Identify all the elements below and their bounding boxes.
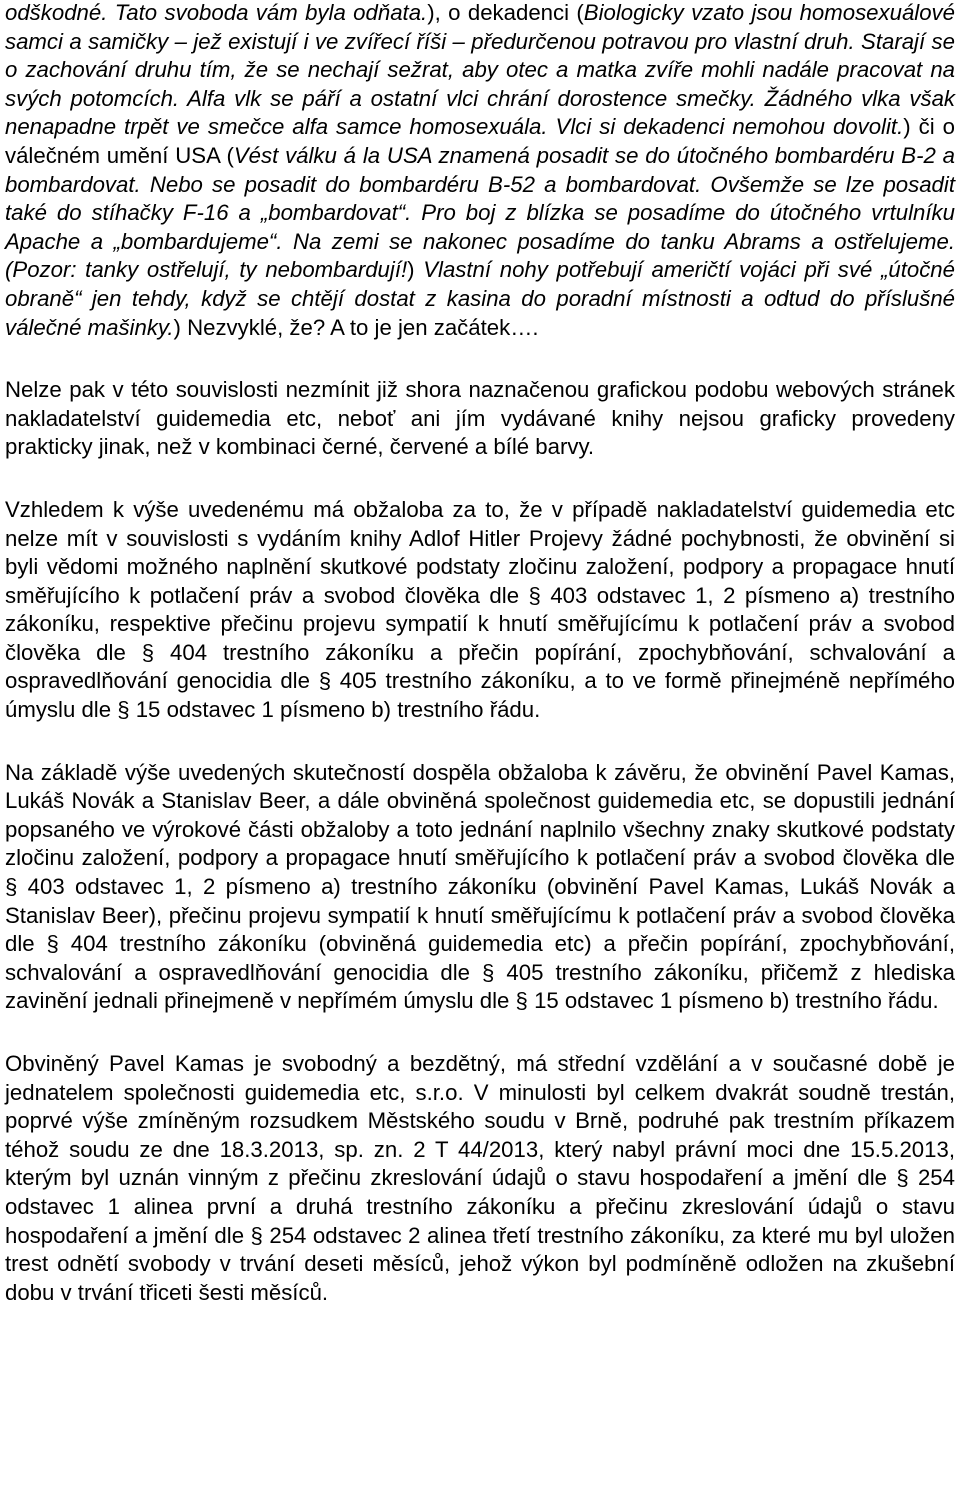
paragraph-dekadence (5, 0, 955, 342)
paragraph-zaver (5, 759, 955, 1016)
paragraph-text: Obviněný Pavel Kamas je svobodný a bezdětný, má střední vzdělání a v současné době je jednatelem společnosti guidemedia etc, s.r.o. V minulosti byl celkem dvakrát soudně trestán, poprvé výše zmíněným rozsudkem Městského soudu v Brně, podruhé pak trestním příkazem téhož soudu ze dne 18.3.2013, sp. zn. 2 T 44/2013, který nabyl právní moci dne 15.5.2013, kterým byl uznán vinným z přečinu zkreslování údajů o stavu hospodaření a jmění dle § 254 odstavec 1 alinea první a druhá trestního zákoníku a přečinu zkreslování údajů o stavu hospodaření a jmění dle § 254 odstavec 2 alinea třetí trestního zákoníku, za které mu byl uložen trest odnětí svobody v trvání deseti měsíců, jehož výkon byl podmíněně odložen na zkušební dobu v trvání třiceti šesti měsíců. (5, 1051, 955, 1305)
paragraph-text: Vzhledem k výše uvedenému má obžaloba za to, že v případě nakladatelství guidemedia etc nelze mít v souvislosti s vydáním knihy Adlof Hitler Projevy žádné pochybnosti, že obvinění si byli vědomi možného naplnění skutkové podstaty zločinu založení, podpory a propagace hnutí směřujícího k potlačení práv a svobod člověka dle § 403 odstavec 1, 2 písmeno a) trestního zákoníku, respektive přečinu projevu sympatií k hnutí směřujícímu k potlačení práv a svobod člověka dle § 404 trestního zákoníku a přečin popírání, zpochybňování, schvalování a ospravedlňování genocidia dle § 405 trestního zákoníku, a to ve formě přinejméně nepřímého úmyslu dle § 15 odstavec 1 písmeno b) trestního řádu. (5, 496, 955, 723)
text-plain: ) (407, 257, 424, 283)
text-italic-quote: Vlastní nohy potřebují američtí vojáci při své „útočné obraně“ jen tehdy, když se chtějí dostat z kasina do poradní místnosti a odtud do příslušné válečné mašinky. (5, 257, 955, 340)
text-plain: ) Nezvyklé, že? A to je jen začátek…. (173, 314, 539, 340)
paragraph-spacer (5, 462, 955, 496)
paragraph-spacer (5, 1016, 955, 1050)
paragraph-graficka-podoba (5, 376, 955, 462)
paragraph-vzhledem (5, 496, 955, 725)
text-italic-quote: odškodné. Tato svoboda vám byla odňata. (5, 0, 428, 25)
paragraph-text: Na základě výše uvedených skutečností dospěla obžaloba k závěru, že obvinění Pavel Kamas, Lukáš Novák a Stanislav Beer, a dále obviněná společnost guidemedia etc, se dopustili jednání popsaného ve výrokové části obžaloby a toto jednání naplnilo všechny znaky skutkové podstaty zločinu založení, podpory a propagace hnutí směřujícího k potlačení práv a svobod člověka dle § 403 odstavec 1, 2 písmeno a) trestního zákoníku (obvinění Pavel Kamas, Lukáš Novák a Stanislav Beer), přečinu projevu sympatií k hnutí směřujícímu k potlačení práv a svobod člověka dle § 404 trestního zákoníku (obviněná guidemedia etc) a přečin popírání, zpochybňování, schvalování a ospravedlňování genocidia dle § 405 trestního zákoníku, přičemž z hlediska zavinění jednali přinejmeně v nepřímém úmyslu dle § 15 odstavec 1 písmeno b) trestního řádu. (5, 759, 955, 1014)
paragraph-obvineny-kamas (5, 1050, 955, 1307)
document-page (5, 0, 955, 1307)
text-italic-quote: Biologicky vzato jsou homosexuálové samci a samičky – jež existují i ve zvířecí říši – předurčenou potravou pro vlastní druh. Starají se o zachování druhu tím, že se nechají sežrat, aby otec a matka zvíře mohli nadále pracovat na svých potomcích. Alfa vlk se páří a ostatní vlci chrání dorostence smečky. Žádného vlka však nenapadne trpět ve smečce alfa samce homosexuála. Vlci si dekadenci nemohou dovolit. (5, 0, 955, 140)
paragraph-text: Nelze pak v této souvislosti nezmínit již shora naznačenou grafickou podobu webových stránek nakladatelství guidemedia etc, neboť ani jím vydávané knihy nejsou graficky provedeny prakticky jinak, než v kombinaci černé, červené a bílé barvy. (5, 377, 955, 460)
text-italic-quote: Vést válku á la USA znamená posadit se do útočného bombardéru B-2 a bombardovat. Nebo se posadit do bombardéru B-52 a bombardovat. Ovšemže se lze posadit také do stíhačky F-16 a „bombardovat“. Pro boj z blízka se posadíme do útočného vrtulníku Apache a „bombardujeme“. Na zemi se nakonec posadíme do tanku Abrams a ostřelujeme. (Pozor: tanky ostřelují, ty nebombardují! (5, 142, 955, 283)
text-plain: ), o dekadenci ( (427, 0, 584, 25)
paragraph-spacer (5, 725, 955, 759)
paragraph-spacer (5, 342, 955, 376)
text-plain: ) či o válečném umění USA ( (5, 114, 955, 168)
